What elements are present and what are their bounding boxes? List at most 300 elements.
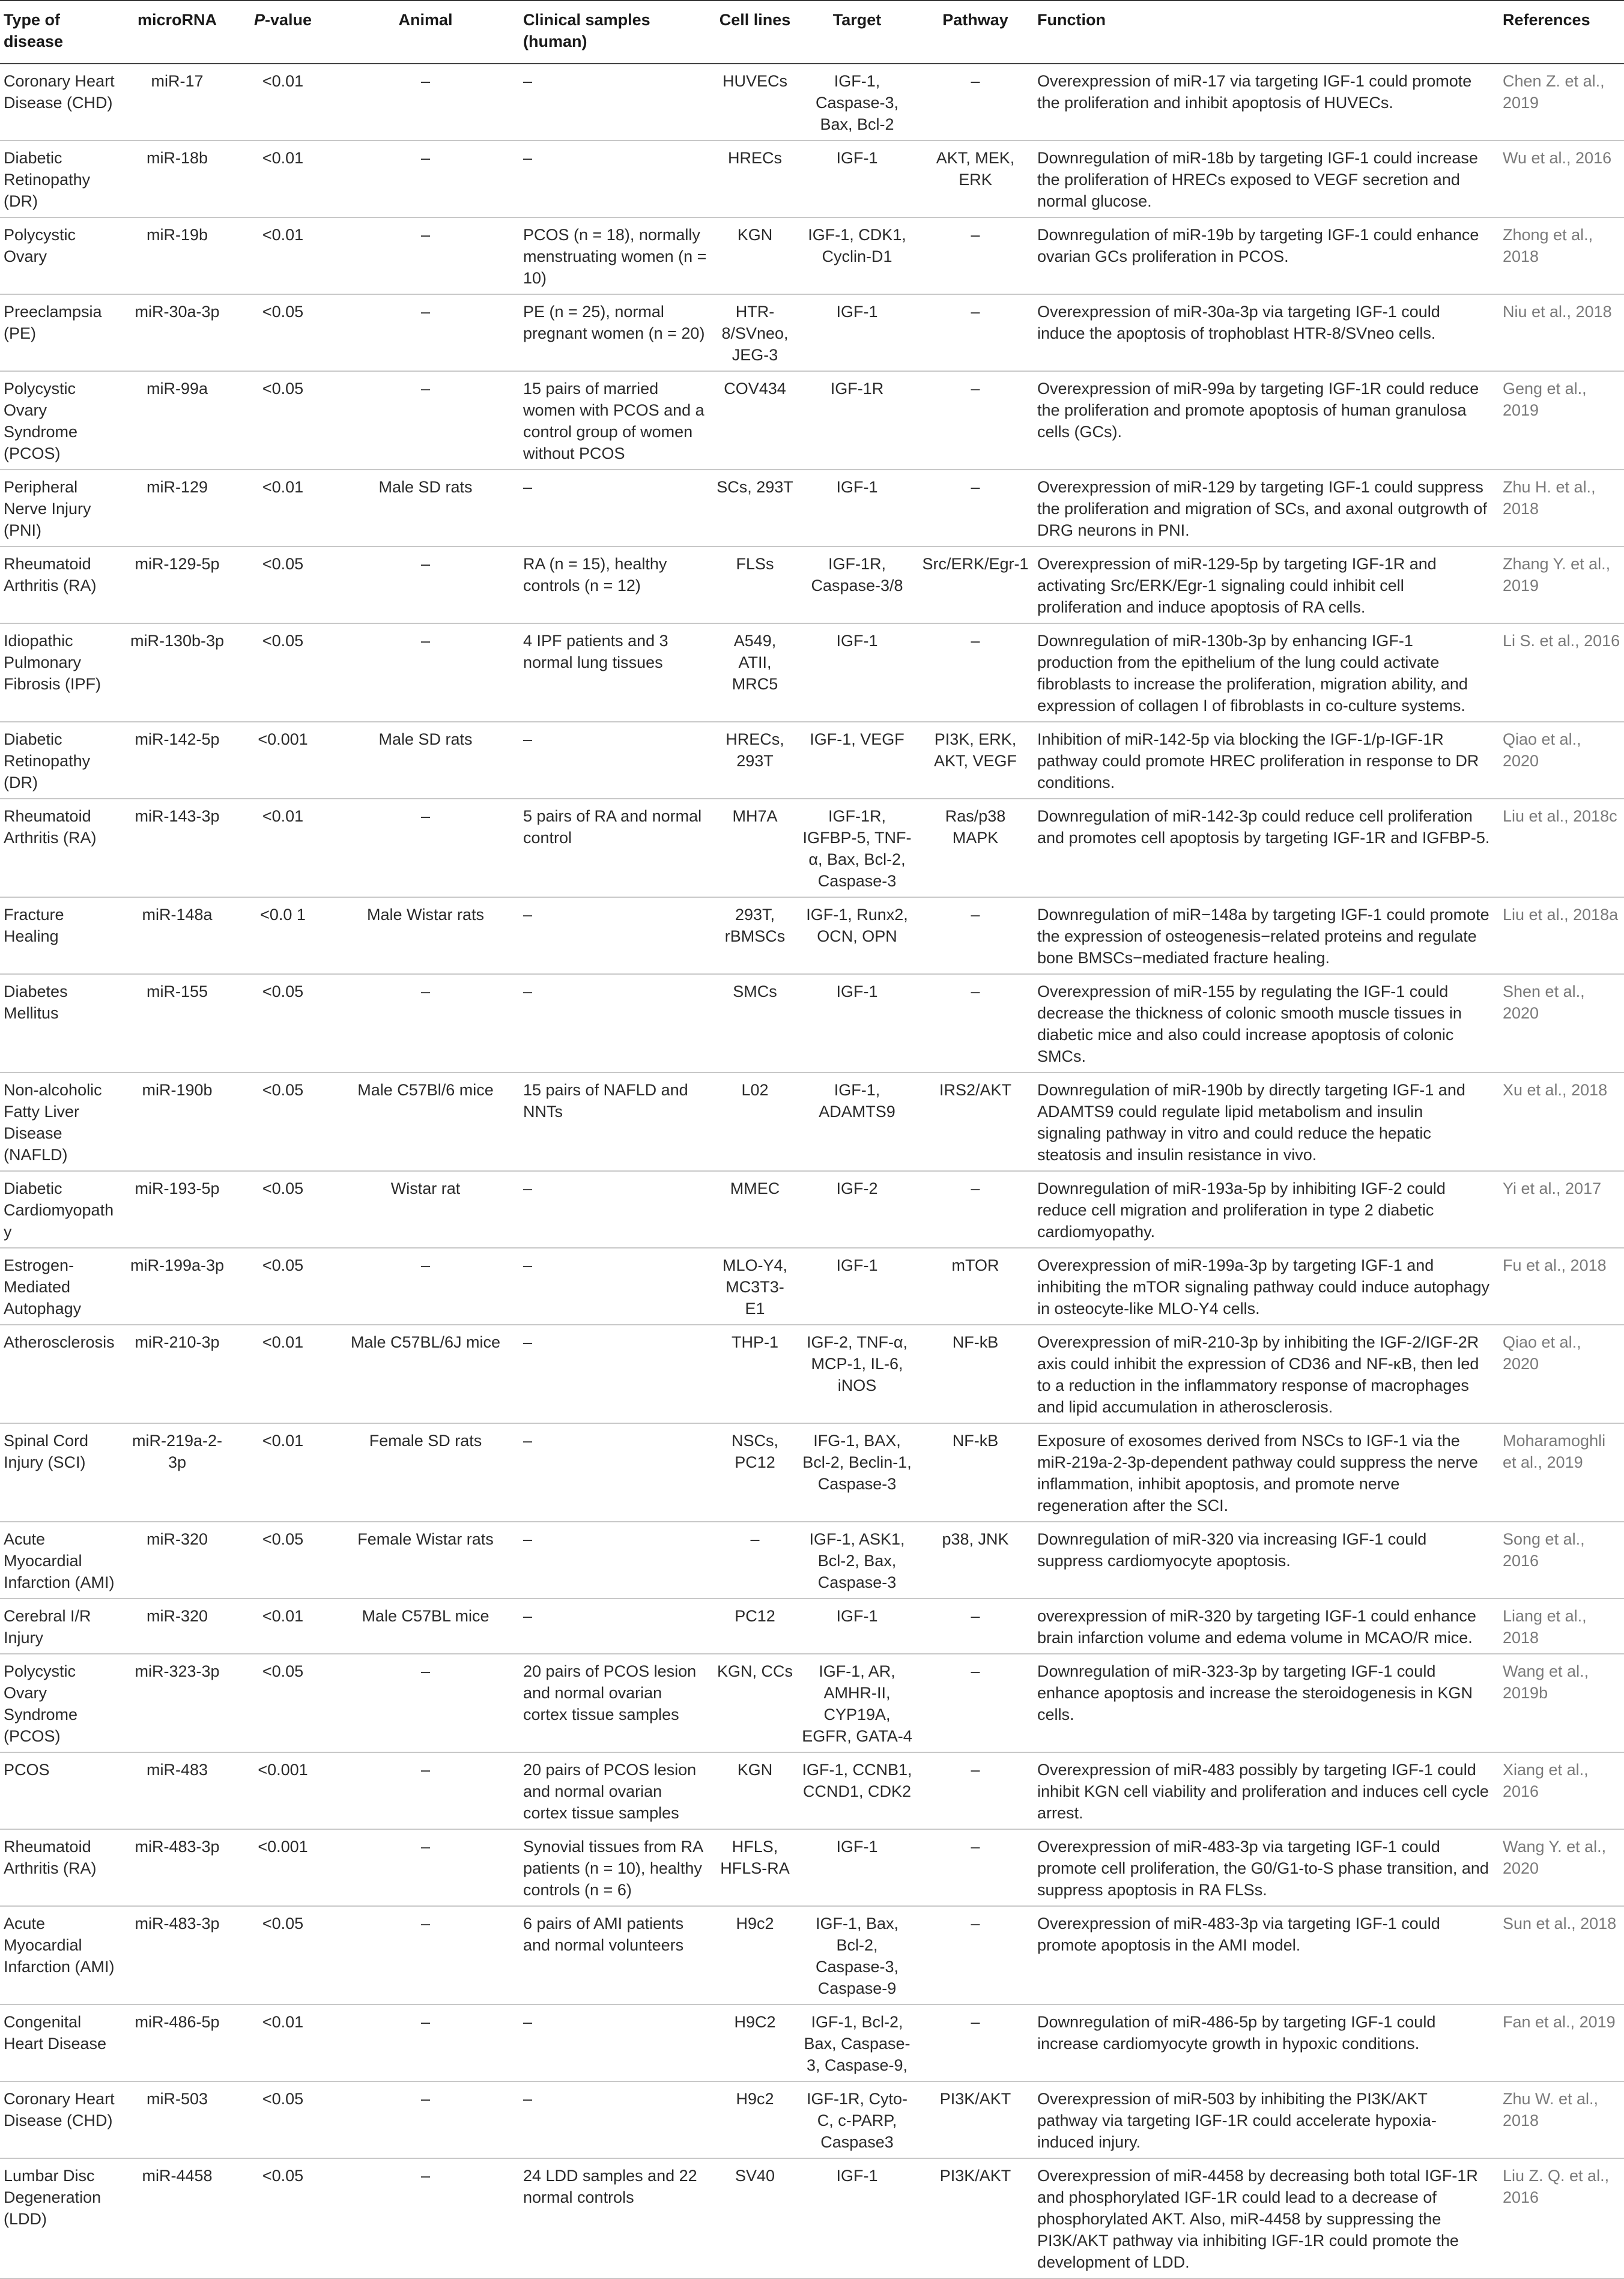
cell-reference: Zhu H. et al., 2018 <box>1499 470 1624 546</box>
cell-disease: Polycystic Ovary Syndrome (PCOS) <box>0 1654 120 1752</box>
cell-microrna: miR-143-3p <box>120 799 234 897</box>
cell-disease: Fracture Healing <box>0 897 120 974</box>
cell-clinical-samples: PE (n = 25), normal pregnant women (n = 20) <box>520 294 713 371</box>
cell-clinical-samples: 20 pairs of PCOS lesion and normal ovarian cortex tissue samples <box>520 1752 713 1829</box>
cell-disease: Diabetic Retinopathy (DR) <box>0 141 120 217</box>
cell-function: Downregulation of miR-320 via increasing IGF-1 could suppress cardiomyocyte apoptosis. <box>1034 1522 1499 1599</box>
cell-animal: – <box>332 371 520 470</box>
cell-disease: Polycystic Ovary Syndrome (PCOS) <box>0 371 120 470</box>
cell-cell-lines: MH7A <box>713 799 797 897</box>
cell-cell-lines: 293T, rBMSCs <box>713 897 797 974</box>
cell-microrna: miR-17 <box>120 64 234 141</box>
cell-p-value: <0.01 <box>234 64 332 141</box>
cell-reference: Liang et al., 2018 <box>1499 1599 1624 1654</box>
cell-microrna: miR-148a <box>120 897 234 974</box>
cell-microrna: miR-210-3p <box>120 1325 234 1423</box>
cell-target: IGF-1R, Caspase-3/8 <box>797 546 917 623</box>
cell-function: Downregulation of miR-142-3p could reduce cell proliferation and promotes cell apoptosis by targeting IGF-1R and IGFBP-5. <box>1034 799 1499 897</box>
cell-reference: Xiang et al., 2016 <box>1499 1752 1624 1829</box>
cell-function: Overexpression of miR-30a-3p via targeting IGF-1 could induce the apoptosis of trophoblast HTR-8/SVneo cells. <box>1034 294 1499 371</box>
cell-reference: Qiao et al., 2020 <box>1499 1325 1624 1423</box>
cell-pathway: mTOR <box>917 1248 1034 1325</box>
cell-animal: Wistar rat <box>332 1171 520 1248</box>
table-row <box>0 1829 1624 1906</box>
cell-cell-lines: PC12 <box>713 1599 797 1654</box>
cell-function: Overexpression of miR-4458 by decreasing both total IGF-1R and phosphorylated IGF-1R could lead to a decrease of phosphorylated AKT. Also, miR-4458 by suppressing the PI3K/AKT pathway via inhibiting IGF-1R could promote the development of LDD. <box>1034 2158 1499 2278</box>
cell-pathway: – <box>917 294 1034 371</box>
cell-disease: Diabetic Retinopathy (DR) <box>0 722 120 799</box>
header-p-suffix: -value <box>264 11 312 29</box>
cell-pathway: NF-kB <box>917 1423 1034 1522</box>
cell-reference: Zhong et al., 2018 <box>1499 217 1624 294</box>
cell-reference: Zhu W. et al., 2018 <box>1499 2081 1624 2158</box>
cell-disease: Coronary Heart Disease (CHD) <box>0 64 120 141</box>
cell-cell-lines: FLSs <box>713 546 797 623</box>
cell-function: Downregulation of miR-323-3p by targeting IGF-1 could enhance apoptosis and increase the steroidogenesis in KGN cells. <box>1034 1654 1499 1752</box>
cell-animal: Male SD rats <box>332 722 520 799</box>
cell-p-value: <0.01 <box>234 799 332 897</box>
cell-reference: Liu et al., 2018a <box>1499 897 1624 974</box>
cell-disease: Rheumatoid Arthritis (RA) <box>0 799 120 897</box>
cell-clinical-samples: – <box>520 141 713 217</box>
cell-p-value: <0.01 <box>234 1599 332 1654</box>
cell-animal: Male Wistar rats <box>332 897 520 974</box>
cell-function: Overexpression of miR-210-3p by inhibiting the IGF-2/IGF-2R axis could inhibit the expression of CD36 and NF-κB, then led to a reduction in the inflammatory response of macrophages and lipid accumulation in atherosclerosis. <box>1034 1325 1499 1423</box>
cell-function: Overexpression of miR-129-5p by targeting IGF-1R and activating Src/ERK/Egr-1 signaling could inhibit cell proliferation and induce apoptosis of RA cells. <box>1034 546 1499 623</box>
header-function: Function <box>1034 1 1499 64</box>
cell-microrna: miR-19b <box>120 217 234 294</box>
cell-microrna: miR-486-5p <box>120 2005 234 2081</box>
cell-p-value: <0.05 <box>234 2081 332 2158</box>
table-row <box>0 623 1624 722</box>
cell-animal: Male C57BL mice <box>332 1599 520 1654</box>
cell-p-value: <0.001 <box>234 1752 332 1829</box>
cell-disease: Polycystic Ovary <box>0 217 120 294</box>
cell-clinical-samples: – <box>520 722 713 799</box>
cell-animal: – <box>332 1752 520 1829</box>
cell-function: Overexpression of miR-503 by inhibiting the PI3K/AKT pathway via targeting IGF-1R could accelerate hypoxia-induced injury. <box>1034 2081 1499 2158</box>
cell-clinical-samples: 20 pairs of PCOS lesion and normal ovarian cortex tissue samples <box>520 1654 713 1752</box>
table-row <box>0 2158 1624 2278</box>
cell-reference: Shen et al., 2020 <box>1499 974 1624 1073</box>
cell-function: Overexpression of miR-483-3p via targeting IGF-1 could promote cell proliferation, the G0/G1-to-S phase transition, and suppress apoptosis in RA FLSs. <box>1034 1829 1499 1906</box>
cell-cell-lines: HTR-8/SVneo, JEG-3 <box>713 294 797 371</box>
cell-cell-lines: HUVECs <box>713 64 797 141</box>
table-row <box>0 799 1624 897</box>
cell-p-value: <0.05 <box>234 974 332 1073</box>
cell-clinical-samples: – <box>520 897 713 974</box>
table-row <box>0 1325 1624 1423</box>
cell-function: Overexpression of miR-17 via targeting IGF-1 could promote the proliferation and inhibit apoptosis of HUVECs. <box>1034 64 1499 141</box>
cell-disease: Peripheral Nerve Injury (PNI) <box>0 470 120 546</box>
cell-reference: Wu et al., 2016 <box>1499 141 1624 217</box>
table-row <box>0 1906 1624 2005</box>
cell-cell-lines: THP-1 <box>713 1325 797 1423</box>
cell-pathway: NF-kB <box>917 1325 1034 1423</box>
cell-target: IGF-1, AR, AMHR-II, CYP19A, EGFR, GATA-4 <box>797 1654 917 1752</box>
table-row <box>0 2081 1624 2158</box>
header-row <box>0 1 1624 64</box>
cell-disease: Diabetes Mellitus <box>0 974 120 1073</box>
cell-function: Downregulation of miR-486-5p by targeting IGF-1 could increase cardiomyocyte growth in hypoxic conditions. <box>1034 2005 1499 2081</box>
cell-reference: Song et al., 2016 <box>1499 1522 1624 1599</box>
cell-animal: – <box>332 1829 520 1906</box>
cell-target: IGF-1, CDK1, Cyclin-D1 <box>797 217 917 294</box>
cell-animal: – <box>332 1248 520 1325</box>
cell-cell-lines: H9c2 <box>713 2081 797 2158</box>
cell-clinical-samples: Synovial tissues from RA patients (n = 10), healthy controls (n = 6) <box>520 1829 713 1906</box>
cell-p-value: <0.05 <box>234 1248 332 1325</box>
cell-clinical-samples: – <box>520 1599 713 1654</box>
table-body <box>0 64 1624 2278</box>
cell-microrna: miR-130b-3p <box>120 623 234 722</box>
cell-clinical-samples: – <box>520 64 713 141</box>
cell-reference: Niu et al., 2018 <box>1499 294 1624 371</box>
header-animal: Animal <box>332 1 520 64</box>
cell-pathway: – <box>917 623 1034 722</box>
cell-cell-lines: SV40 <box>713 2158 797 2278</box>
table-row <box>0 1752 1624 1829</box>
cell-cell-lines: COV434 <box>713 371 797 470</box>
cell-p-value: <0.05 <box>234 1171 332 1248</box>
cell-pathway: – <box>917 897 1034 974</box>
cell-reference: Moharamoghli et al., 2019 <box>1499 1423 1624 1522</box>
cell-animal: – <box>332 546 520 623</box>
cell-disease: Diabetic Cardiomyopathy <box>0 1171 120 1248</box>
cell-target: IGF-1, ASK1, Bcl-2, Bax, Caspase-3 <box>797 1522 917 1599</box>
cell-clinical-samples: – <box>520 1325 713 1423</box>
cell-animal: Male SD rats <box>332 470 520 546</box>
cell-clinical-samples: 5 pairs of RA and normal control <box>520 799 713 897</box>
cell-function: overexpression of miR-320 by targeting IGF-1 could enhance brain infarction volume and edema volume in MCAO/R mice. <box>1034 1599 1499 1654</box>
cell-reference: Liu Z. Q. et al., 2016 <box>1499 2158 1624 2278</box>
cell-cell-lines: MLO-Y4, MC3T3-E1 <box>713 1248 797 1325</box>
cell-microrna: miR-30a-3p <box>120 294 234 371</box>
cell-disease: Spinal Cord Injury (SCI) <box>0 1423 120 1522</box>
cell-clinical-samples: – <box>520 1522 713 1599</box>
cell-animal: Female Wistar rats <box>332 1522 520 1599</box>
cell-p-value: <0.01 <box>234 217 332 294</box>
cell-p-value: <0.05 <box>234 1073 332 1171</box>
cell-animal: – <box>332 2081 520 2158</box>
cell-pathway: – <box>917 1171 1034 1248</box>
cell-cell-lines: – <box>713 1522 797 1599</box>
cell-microrna: miR-219a-2-3p <box>120 1423 234 1522</box>
cell-reference: Fu et al., 2018 <box>1499 1248 1624 1325</box>
cell-clinical-samples: 15 pairs of married women with PCOS and a control group of women without PCOS <box>520 371 713 470</box>
cell-reference: Wang et al., 2019b <box>1499 1654 1624 1752</box>
cell-p-value: <0.01 <box>234 141 332 217</box>
cell-reference: Qiao et al., 2020 <box>1499 722 1624 799</box>
cell-function: Overexpression of miR-129 by targeting IGF-1 could suppress the proliferation and migration of SCs, and axonal outgrowth of DRG neurons in PNI. <box>1034 470 1499 546</box>
cell-p-value: <0.01 <box>234 2005 332 2081</box>
cell-pathway: Src/ERK/Egr-1 <box>917 546 1034 623</box>
cell-animal: – <box>332 2158 520 2278</box>
cell-target: IGF-1, Bcl-2, Bax, Caspase-3, Caspase-9, <box>797 2005 917 2081</box>
cell-target: IGF-1 <box>797 623 917 722</box>
table-row <box>0 1423 1624 1522</box>
cell-microrna: miR-483-3p <box>120 1906 234 2005</box>
table-row <box>0 1654 1624 1752</box>
cell-target: IGF-1 <box>797 1248 917 1325</box>
cell-reference: Zhang Y. et al., 2019 <box>1499 546 1624 623</box>
cell-pathway: – <box>917 217 1034 294</box>
cell-target: IGF-1, Caspase-3, Bax, Bcl-2 <box>797 64 917 141</box>
cell-animal: – <box>332 623 520 722</box>
cell-microrna: miR-483 <box>120 1752 234 1829</box>
table-row <box>0 371 1624 470</box>
cell-microrna: miR-142-5p <box>120 722 234 799</box>
cell-clinical-samples: – <box>520 974 713 1073</box>
cell-pathway: Ras/p38 MAPK <box>917 799 1034 897</box>
cell-clinical-samples: – <box>520 1423 713 1522</box>
cell-function: Downregulation of miR-193a-5p by inhibiting IGF-2 could reduce cell migration and proliferation in type 2 diabetic cardiomyopathy. <box>1034 1171 1499 1248</box>
cell-microrna: miR-199a-3p <box>120 1248 234 1325</box>
cell-reference: Sun et al., 2018 <box>1499 1906 1624 2005</box>
cell-cell-lines: NSCs, PC12 <box>713 1423 797 1522</box>
cell-cell-lines: KGN <box>713 217 797 294</box>
cell-clinical-samples: – <box>520 2081 713 2158</box>
cell-clinical-samples: – <box>520 1171 713 1248</box>
cell-function: Overexpression of miR-483-3p via targeting IGF-1 could promote apoptosis in the AMI model. <box>1034 1906 1499 2005</box>
cell-microrna: miR-320 <box>120 1599 234 1654</box>
cell-target: IGF-1 <box>797 2158 917 2278</box>
cell-pathway: – <box>917 1752 1034 1829</box>
cell-cell-lines: HFLS, HFLS-RA <box>713 1829 797 1906</box>
cell-animal: – <box>332 2005 520 2081</box>
table-row <box>0 1599 1624 1654</box>
table-row <box>0 1248 1624 1325</box>
table-row <box>0 1522 1624 1599</box>
cell-p-value: <0.01 <box>234 1325 332 1423</box>
cell-p-value: <0.01 <box>234 470 332 546</box>
cell-target: IFG-1, BAX, Bcl-2, Beclin-1, Caspase-3 <box>797 1423 917 1522</box>
cell-reference: Yi et al., 2017 <box>1499 1171 1624 1248</box>
cell-clinical-samples: 6 pairs of AMI patients and normal volunteers <box>520 1906 713 2005</box>
cell-cell-lines: MMEC <box>713 1171 797 1248</box>
cell-clinical-samples: 4 IPF patients and 3 normal lung tissues <box>520 623 713 722</box>
cell-pathway: – <box>917 1654 1034 1752</box>
cell-disease: Rheumatoid Arthritis (RA) <box>0 1829 120 1906</box>
cell-p-value: <0.01 <box>234 1423 332 1522</box>
cell-animal: – <box>332 799 520 897</box>
cell-target: IGF-1, ADAMTS9 <box>797 1073 917 1171</box>
cell-function: Downregulation of miR-190b by directly targeting IGF-1 and ADAMTS9 could regulate lipid metabolism and insulin signaling pathway in vitro and could reduce the hepatic steatosis and insulin resistance in vivo. <box>1034 1073 1499 1171</box>
cell-animal: – <box>332 217 520 294</box>
cell-target: IGF-1R, Cyto-C, c-PARP, Caspase3 <box>797 2081 917 2158</box>
table-row <box>0 974 1624 1073</box>
cell-animal: – <box>332 141 520 217</box>
cell-reference: Xu et al., 2018 <box>1499 1073 1624 1171</box>
cell-animal: Male C57Bl/6 mice <box>332 1073 520 1171</box>
cell-function: Downregulation of miR-130b-3p by enhancing IGF-1 production from the epithelium of the lung could activate fibroblasts to increase the proliferation, migration ability, and expression of collagen I of fibroblasts in co-culture systems. <box>1034 623 1499 722</box>
cell-disease: Non-alcoholic Fatty Liver Disease (NAFLD) <box>0 1073 120 1171</box>
cell-animal: – <box>332 294 520 371</box>
cell-animal: – <box>332 64 520 141</box>
cell-cell-lines: SMCs <box>713 974 797 1073</box>
cell-cell-lines: HRECs, 293T <box>713 722 797 799</box>
cell-function: Exposure of exosomes derived from NSCs to IGF-1 via the miR-219a-2-3p-dependent pathway could suppress the nerve inflammation, inhibit apoptosis, and promote nerve regeneration after the SCI. <box>1034 1423 1499 1522</box>
cell-clinical-samples: 15 pairs of NAFLD and NNTs <box>520 1073 713 1171</box>
header-cell-lines: Cell lines <box>713 1 797 64</box>
cell-cell-lines: H9c2 <box>713 1906 797 2005</box>
table-row <box>0 546 1624 623</box>
header-disease: Type of disease <box>0 1 120 64</box>
cell-animal: – <box>332 1654 520 1752</box>
cell-cell-lines: L02 <box>713 1073 797 1171</box>
header-clinical-samples: Clinical samples (human) <box>520 1 713 64</box>
cell-disease: PCOS <box>0 1752 120 1829</box>
table-row <box>0 64 1624 141</box>
cell-disease: Congenital Heart Disease <box>0 2005 120 2081</box>
table-row <box>0 294 1624 371</box>
cell-target: IGF-1 <box>797 470 917 546</box>
cell-pathway: – <box>917 974 1034 1073</box>
cell-target: IGF-1, CCNB1, CCND1, CDK2 <box>797 1752 917 1829</box>
cell-reference: Li S. et al., 2016 <box>1499 623 1624 722</box>
cell-cell-lines: HRECs <box>713 141 797 217</box>
table-row <box>0 217 1624 294</box>
cell-microrna: miR-193-5p <box>120 1171 234 1248</box>
cell-p-value: <0.05 <box>234 623 332 722</box>
cell-disease: Acute Myocardial Infarction (AMI) <box>0 1906 120 2005</box>
cell-pathway: IRS2/AKT <box>917 1073 1034 1171</box>
cell-function: Inhibition of miR-142-5p via blocking the IGF-1/p-IGF-1R pathway could promote HREC proliferation in response to DR conditions. <box>1034 722 1499 799</box>
cell-target: IGF-1R <box>797 371 917 470</box>
cell-reference: Geng et al., 2019 <box>1499 371 1624 470</box>
cell-pathway: – <box>917 371 1034 470</box>
cell-function: Downregulation of miR-19b by targeting IGF-1 could enhance ovarian GCs proliferation in PCOS. <box>1034 217 1499 294</box>
cell-pathway: – <box>917 64 1034 141</box>
cell-function: Overexpression of miR-483 possibly by targeting IGF-1 could inhibit KGN cell viability and proliferation and induces cell cycle arrest. <box>1034 1752 1499 1829</box>
cell-pathway: – <box>917 1599 1034 1654</box>
cell-clinical-samples: 24 LDD samples and 22 normal controls <box>520 2158 713 2278</box>
cell-p-value: <0.05 <box>234 1522 332 1599</box>
cell-target: IGF-2 <box>797 1171 917 1248</box>
cell-microrna: miR-129-5p <box>120 546 234 623</box>
cell-animal: Female SD rats <box>332 1423 520 1522</box>
cell-p-value: <0.05 <box>234 294 332 371</box>
cell-clinical-samples: PCOS (n = 18), normally menstruating women (n = 10) <box>520 217 713 294</box>
header-target: Target <box>797 1 917 64</box>
cell-target: IGF-1 <box>797 1599 917 1654</box>
cell-target: IGF-1, Runx2, OCN, OPN <box>797 897 917 974</box>
cell-disease: Coronary Heart Disease (CHD) <box>0 2081 120 2158</box>
cell-microrna: miR-190b <box>120 1073 234 1171</box>
header-p-letter: P <box>253 11 265 29</box>
cell-p-value: <0.05 <box>234 546 332 623</box>
cell-microrna: miR-99a <box>120 371 234 470</box>
cell-p-value: <0.001 <box>234 1829 332 1906</box>
cell-pathway: – <box>917 1906 1034 2005</box>
cell-cell-lines: SCs, 293T <box>713 470 797 546</box>
cell-target: IGF-1 <box>797 974 917 1073</box>
cell-target: IGF-2, TNF-α, MCP-1, IL-6, iNOS <box>797 1325 917 1423</box>
cell-p-value: <0.05 <box>234 371 332 470</box>
cell-microrna: miR-129 <box>120 470 234 546</box>
cell-pathway: AKT, MEK, ERK <box>917 141 1034 217</box>
cell-disease: Cerebral I/R Injury <box>0 1599 120 1654</box>
cell-animal: – <box>332 1906 520 2005</box>
cell-target: IGF-1 <box>797 294 917 371</box>
table-row <box>0 897 1624 974</box>
cell-p-value: <0.05 <box>234 1654 332 1752</box>
cell-microrna: miR-320 <box>120 1522 234 1599</box>
cell-p-value: <0.05 <box>234 1906 332 2005</box>
cell-pathway: p38, JNK <box>917 1522 1034 1599</box>
cell-clinical-samples: RA (n = 15), healthy controls (n = 12) <box>520 546 713 623</box>
cell-clinical-samples: – <box>520 2005 713 2081</box>
header-p-value <box>234 1 332 64</box>
cell-cell-lines: KGN <box>713 1752 797 1829</box>
cell-reference: Liu et al., 2018c <box>1499 799 1624 897</box>
cell-target: IGF-1 <box>797 1829 917 1906</box>
cell-microrna: miR-503 <box>120 2081 234 2158</box>
cell-animal: – <box>332 974 520 1073</box>
cell-microrna: miR-323-3p <box>120 1654 234 1752</box>
cell-cell-lines: A549, ATII, MRC5 <box>713 623 797 722</box>
cell-disease: Acute Myocardial Infarction (AMI) <box>0 1522 120 1599</box>
cell-clinical-samples: – <box>520 470 713 546</box>
cell-pathway: PI3K/AKT <box>917 2081 1034 2158</box>
cell-target: IGF-1R, IGFBP-5, TNF-α, Bax, Bcl-2, Caspase-3 <box>797 799 917 897</box>
cell-function: Overexpression of miR-99a by targeting IGF-1R could reduce the proliferation and promote apoptosis of human granulosa cells (GCs). <box>1034 371 1499 470</box>
cell-reference: Wang Y. et al., 2020 <box>1499 1829 1624 1906</box>
cell-disease: Rheumatoid Arthritis (RA) <box>0 546 120 623</box>
cell-microrna: miR-155 <box>120 974 234 1073</box>
table-row <box>0 141 1624 217</box>
cell-disease: Lumbar Disc Degeneration (LDD) <box>0 2158 120 2278</box>
table-row <box>0 722 1624 799</box>
cell-pathway: PI3K/AKT <box>917 2158 1034 2278</box>
cell-pathway: – <box>917 470 1034 546</box>
cell-reference: Chen Z. et al., 2019 <box>1499 64 1624 141</box>
cell-function: Downregulation of miR−148a by targeting IGF-1 could promote the expression of osteogenesis−related proteins and regulate bone BMSCs−mediated fracture healing. <box>1034 897 1499 974</box>
cell-clinical-samples: – <box>520 1248 713 1325</box>
cell-disease: Estrogen-Mediated Autophagy <box>0 1248 120 1325</box>
header-references: References <box>1499 1 1624 64</box>
cell-target: IGF-1, Bax, Bcl-2, Caspase-3, Caspase-9 <box>797 1906 917 2005</box>
table-row <box>0 470 1624 546</box>
cell-pathway: PI3K, ERK, AKT, VEGF <box>917 722 1034 799</box>
cell-target: IGF-1, VEGF <box>797 722 917 799</box>
cell-function: Downregulation of miR-18b by targeting IGF-1 could increase the proliferation of HRECs exposed to VEGF secretion and normal glucose. <box>1034 141 1499 217</box>
cell-pathway: – <box>917 2005 1034 2081</box>
table-row <box>0 1073 1624 1171</box>
header-pathway: Pathway <box>917 1 1034 64</box>
cell-animal: Male C57BL/6J mice <box>332 1325 520 1423</box>
cell-disease: Atherosclerosis <box>0 1325 120 1423</box>
cell-cell-lines: H9C2 <box>713 2005 797 2081</box>
cell-microrna: miR-483-3p <box>120 1829 234 1906</box>
table-row <box>0 2005 1624 2081</box>
cell-p-value: <0.0 1 <box>234 897 332 974</box>
table-row <box>0 1171 1624 1248</box>
header-microrna: microRNA <box>120 1 234 64</box>
cell-target: IGF-1 <box>797 141 917 217</box>
cell-p-value: <0.05 <box>234 2158 332 2278</box>
cell-disease: Preeclampsia (PE) <box>0 294 120 371</box>
cell-reference: Fan et al., 2019 <box>1499 2005 1624 2081</box>
cell-microrna: miR-18b <box>120 141 234 217</box>
cell-disease: Idiopathic Pulmonary Fibrosis (IPF) <box>0 623 120 722</box>
cell-pathway: – <box>917 1829 1034 1906</box>
cell-function: Overexpression of miR-155 by regulating the IGF-1 could decrease the thickness of colonic smooth muscle tissues in diabetic mice and also could increase apoptosis of colonic SMCs. <box>1034 974 1499 1073</box>
cell-p-value: <0.001 <box>234 722 332 799</box>
cell-function: Overexpression of miR-199a-3p by targeting IGF-1 and inhibiting the mTOR signaling pathway could induce autophagy in osteocyte-like MLO-Y4 cells. <box>1034 1248 1499 1325</box>
cell-microrna: miR-4458 <box>120 2158 234 2278</box>
cell-cell-lines: KGN, CCs <box>713 1654 797 1752</box>
